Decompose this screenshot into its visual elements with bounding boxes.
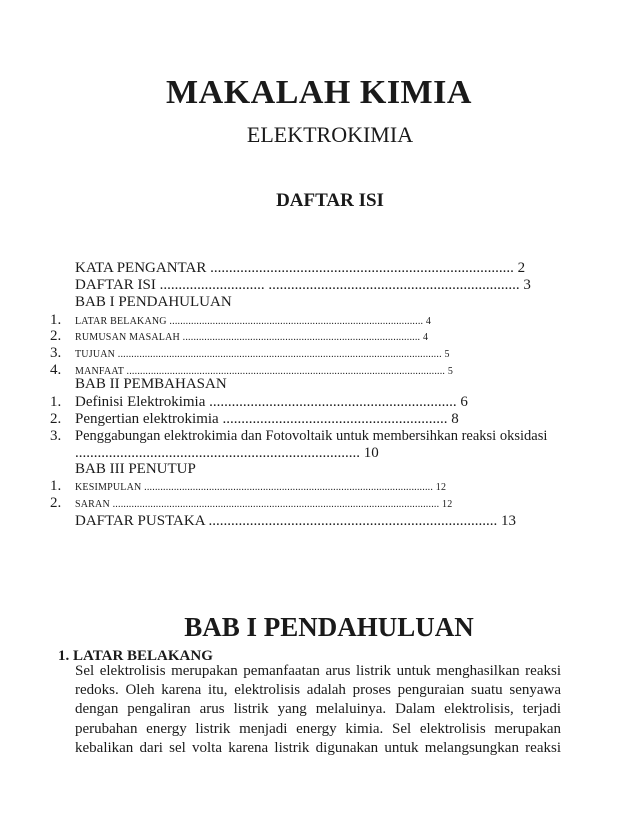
toc-item-number: 3. xyxy=(50,345,62,361)
document-subtitle: ELEKTROKIMIA xyxy=(246,122,414,147)
toc-item-text: RUMUSAN MASALAH ........................................................................................ 4 xyxy=(75,332,429,343)
document-title: MAKALAH KIMIA xyxy=(166,74,472,111)
paragraph-line: dengan pengaliran arus listrik yang melaluinya. Dalam elektrolisis, terjadi xyxy=(75,701,561,718)
toc-item-number: 3. xyxy=(50,428,62,444)
section-paragraph xyxy=(75,662,561,758)
paragraph-line: redoks. Oleh karena itu, elektrolisis adalah proses penguraian suatu senyawa xyxy=(75,682,561,699)
toc-item-number: 2. xyxy=(50,328,62,344)
toc-item-text: KESIMPULAN ........................................................................................................... 12 xyxy=(75,482,447,493)
paragraph-line: perubahan energy listrik menjadi energy kimia. Sel elektrolisis merupakan xyxy=(75,720,561,737)
toc-item-text: SARAN ......................................................................................................................... 12 xyxy=(75,499,453,510)
toc-entry-bab2: BAB II PEMBAHASAN xyxy=(75,376,227,392)
toc-item-text: LATAR BELAKANG .............................................................................................. 4 xyxy=(75,316,432,327)
toc-entry-daftar-isi: DAFTAR ISI ............................ ................................................................... 3 xyxy=(75,277,531,293)
toc-entry-bab3: BAB III PENUTUP xyxy=(75,461,196,477)
toc-item-number: 1. xyxy=(50,478,62,494)
toc-item-text: Penggabungan elektrokimia dan Fotovoltaik untuk membersihkan reaksi oksidasi xyxy=(75,428,548,444)
toc-item-text: TUJUAN ........................................................................................................................ 5 xyxy=(75,349,450,360)
toc-item-number: 1. xyxy=(50,394,62,410)
section-heading: 1. LATAR BELAKANG xyxy=(58,648,213,664)
toc-item-continuation: ............................................................................ 10 xyxy=(75,445,379,461)
toc-heading: DAFTAR ISI xyxy=(276,190,384,211)
toc-item-text: Definisi Elektrokimia .................................................................. 6 xyxy=(75,394,468,410)
paragraph-line: Sel elektrolisis merupakan pemanfaatan arus listrik untuk menghasilkan reaksi xyxy=(75,663,561,679)
toc-entry-kata-pengantar: KATA PENGANTAR ................................................................................. 2 xyxy=(75,260,526,276)
toc-item-number: 1. xyxy=(50,312,62,328)
toc-item-text: Pengertian elektrokimia ............................................................ 8 xyxy=(75,411,459,427)
toc-item-number: 2. xyxy=(50,411,62,427)
toc-item-number: 4. xyxy=(50,362,62,378)
toc-entry-bab1: BAB I PENDAHULUAN xyxy=(75,294,232,310)
toc-entry-daftar-pustaka: DAFTAR PUSTAKA ............................................................................. 13 xyxy=(75,513,516,529)
toc-item-text: MANFAAT ...................................................................................................................... 5 xyxy=(75,366,454,377)
paragraph-line: kebalikan dari sel volta karena listrik digunakan untuk melangsungkan reaksi xyxy=(75,739,561,756)
toc-item-number: 2. xyxy=(50,495,62,511)
chapter-title: BAB I PENDAHULUAN xyxy=(184,612,474,642)
